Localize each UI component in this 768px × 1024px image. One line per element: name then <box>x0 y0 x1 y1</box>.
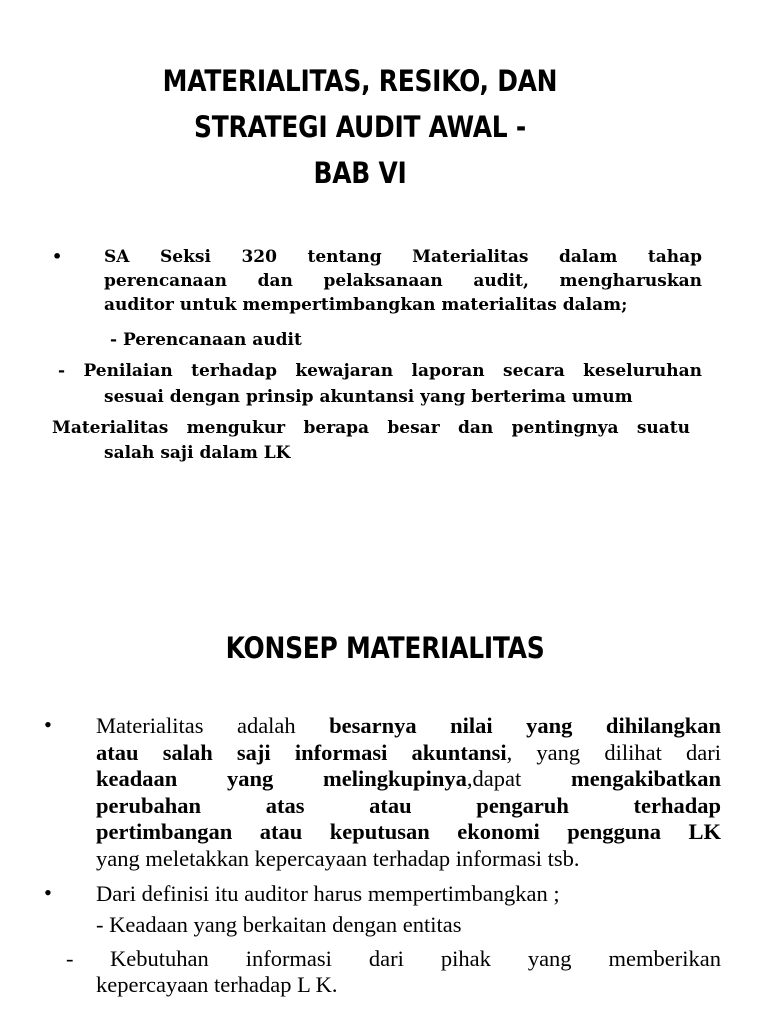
slide-2-bullet-1: • <box>44 712 52 737</box>
slide-1-item2-line-2: sesuai dengan prinsip akuntansi yang berterima umum <box>104 387 633 407</box>
slide-1-para1-line-3: auditor untuk mempertimbangkan materialitas dalam; <box>104 295 628 315</box>
slide-1-bullet: • <box>52 247 63 266</box>
slide-1-item2-line-1: - Penilaian terhadap kewajaran laporan secara keseluruhan <box>58 361 702 381</box>
slide-2-p1-line-3 <box>96 766 721 793</box>
slide-2-p1-line-2 <box>96 740 721 767</box>
slide-1-paragraph-2 <box>52 416 690 440</box>
slide-2-p1-l3a: keadaan yang melingkupinya <box>96 766 467 791</box>
slide-1-title-line-2: STRATEGI AUDIT AWAL - <box>194 110 526 144</box>
slide-2-bullet-2: • <box>44 880 52 905</box>
slide-2-p1-line-1 <box>96 713 721 740</box>
slide-1-para2-line-2: salah saji dalam LK <box>104 443 291 463</box>
slide-2-p1-l3b: ,dapat <box>466 766 571 791</box>
slide-2-p1-l1b: besarnya nilai yang dihilangkan <box>329 713 721 738</box>
slide-2-p1-l1a: Materialitas adalah <box>96 713 330 738</box>
slide-1-para2-line-1: Materialitas mengukur berapa besar dan pentingnya suatu <box>52 418 690 438</box>
slide-1-paragraph-1 <box>104 245 702 317</box>
slide-2-item-needs <box>110 946 721 973</box>
slide-2-p1-line-4: perubahan atas atau pengaruh terhadap <box>96 792 721 818</box>
slide-2-p1-line-6: yang meletakkan kepercayaan terhadap informasi tsb. <box>96 845 580 871</box>
slide-2-p1-line-5: pertimbangan atau keputusan ekonomi pengguna LK <box>96 819 721 844</box>
slide-2-p1-l3c: mengakibatkan <box>570 766 721 791</box>
slide-1-para1-line-1: SA Seksi 320 tentang Materialitas dalam tahap <box>104 247 702 267</box>
slide-1-item-2 <box>58 359 702 383</box>
slide-1-title <box>102 58 618 196</box>
slide-2-p1-l2b: , yang dilihat dari <box>506 739 721 765</box>
slide-2-p1-l2a: atau salah saji informasi akuntansi <box>96 739 507 765</box>
slide-2-title <box>97 625 673 671</box>
slide-2-paragraph-1 <box>96 713 721 872</box>
slide-2-item-dash: - <box>66 946 74 971</box>
slide-1-title-line-3: BAB VI <box>313 156 407 190</box>
slide-2-item-entity: - Keadaan yang berkaitan dengan entitas <box>96 912 462 937</box>
slide-1-title-line-1: MATERIALITAS, RESIKO, DAN <box>162 64 558 98</box>
slide-2-p4-line-2: kepercayaan terhadap L K. <box>96 972 338 997</box>
slide-2-title-text: KONSEP MATERIALITAS <box>225 631 545 665</box>
slide-1-para1-line-2: perencanaan dan pelaksanaan audit, mengharuskan <box>104 271 702 291</box>
slide-2-p4-line-1: Kebutuhan informasi dari pihak yang memberikan <box>110 946 721 971</box>
slide-2-paragraph-2: Dari definisi itu auditor harus mempertimbangkan ; <box>96 881 560 906</box>
slide-1-item-1: - Perencanaan audit <box>110 330 302 350</box>
